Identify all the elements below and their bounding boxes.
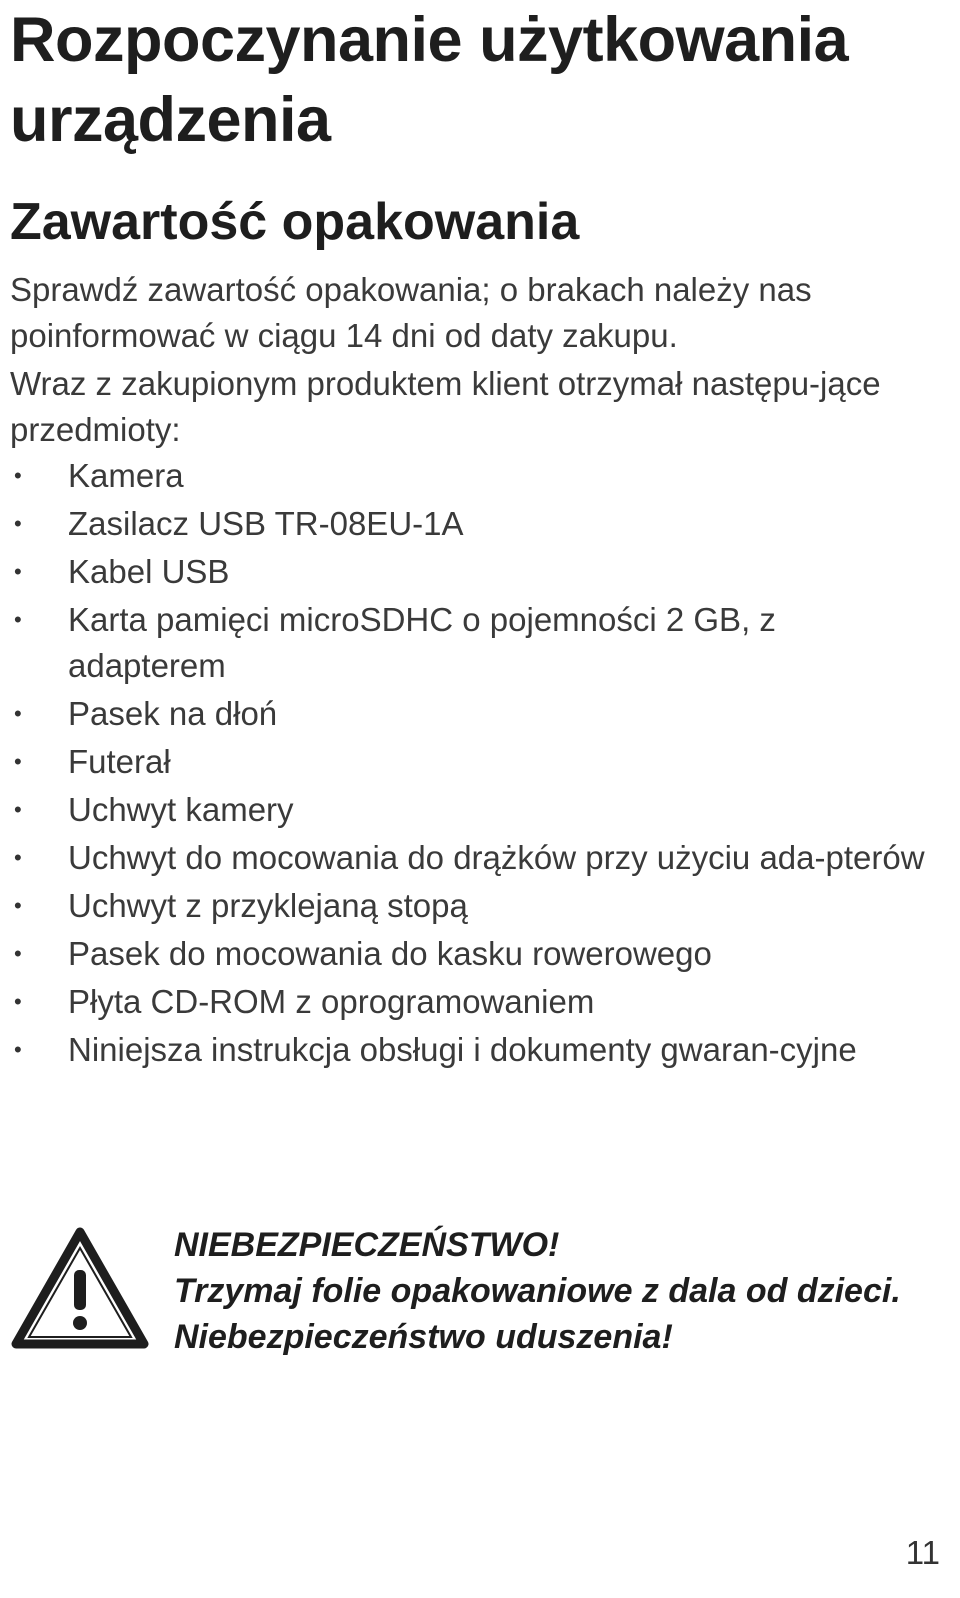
- list-item-label: Pasek do mocowania do kasku rowerowego: [68, 935, 712, 972]
- list-item-label: Zasilacz USB TR-08EU-1A: [68, 505, 464, 542]
- bullet: •: [14, 989, 22, 1014]
- bullet: •: [14, 701, 22, 726]
- list-item: [0, 931, 940, 977]
- list-item: [0, 835, 940, 881]
- bullet: •: [14, 511, 22, 536]
- page-title: Rozpoczynanie użytkowania urządzenia: [10, 5, 849, 155]
- bullet: •: [14, 559, 22, 584]
- bullet: •: [14, 845, 22, 870]
- bullet: •: [14, 797, 22, 822]
- list-item-label: Futerał: [68, 743, 171, 780]
- list-item-label: Pasek na dłoń: [68, 695, 278, 732]
- bullet: •: [14, 893, 22, 918]
- list-item-label: Niniejsza instrukcja obsługi i dokumenty gwaran-cyjne: [68, 1031, 857, 1068]
- list-item-label: Karta pamięci microSDHC o pojemności 2 GB, z adapterem: [68, 601, 776, 684]
- list-item: [0, 453, 940, 499]
- list-item-label: Płyta CD-ROM z oprogramowaniem: [68, 983, 595, 1020]
- warning-message: Trzymaj folie opakowaniowe z dala od dzieci. Niebezpieczeństwo uduszenia!: [174, 1272, 901, 1356]
- list-item: [0, 1027, 940, 1073]
- list-item: [0, 691, 940, 737]
- list-item: [0, 883, 940, 929]
- list-item: [0, 787, 940, 833]
- intro-paragraph-1: Sprawdź zawartość opakowania; o brakach należy nas poinformować w ciągu 14 dni od daty zakupu.: [10, 271, 812, 354]
- list-item: [0, 597, 940, 689]
- warning-text-block: [174, 1222, 934, 1360]
- bullet: •: [14, 463, 22, 488]
- list-item-label: Kamera: [68, 457, 184, 494]
- bullet: •: [14, 607, 22, 632]
- list-item: [0, 739, 940, 785]
- page-number: 11: [905, 1534, 940, 1571]
- list-item-label: Uchwyt kamery: [68, 791, 294, 828]
- warning-title: NIEBEZPIECZEŃSTWO!: [174, 1226, 560, 1264]
- list-item: [0, 979, 940, 1025]
- bullet: •: [14, 749, 22, 774]
- bullet: •: [14, 1037, 22, 1062]
- list-item: [0, 501, 940, 547]
- list-item-label: Uchwyt z przyklejaną stopą: [68, 887, 468, 924]
- intro-paragraph-2: Wraz z zakupionym produktem klient otrzymał następu-jące przedmioty:: [10, 365, 881, 448]
- package-contents-list: [0, 453, 940, 1075]
- warning-triangle-icon: [10, 1226, 150, 1350]
- bullet: •: [14, 941, 22, 966]
- section-title: Zawartość opakowania: [10, 193, 580, 251]
- warning-box: [10, 1222, 940, 1362]
- list-item-label: Kabel USB: [68, 553, 230, 590]
- list-item: [0, 549, 940, 595]
- list-item-label: Uchwyt do mocowania do drążków przy użyciu ada-pterów: [68, 839, 925, 876]
